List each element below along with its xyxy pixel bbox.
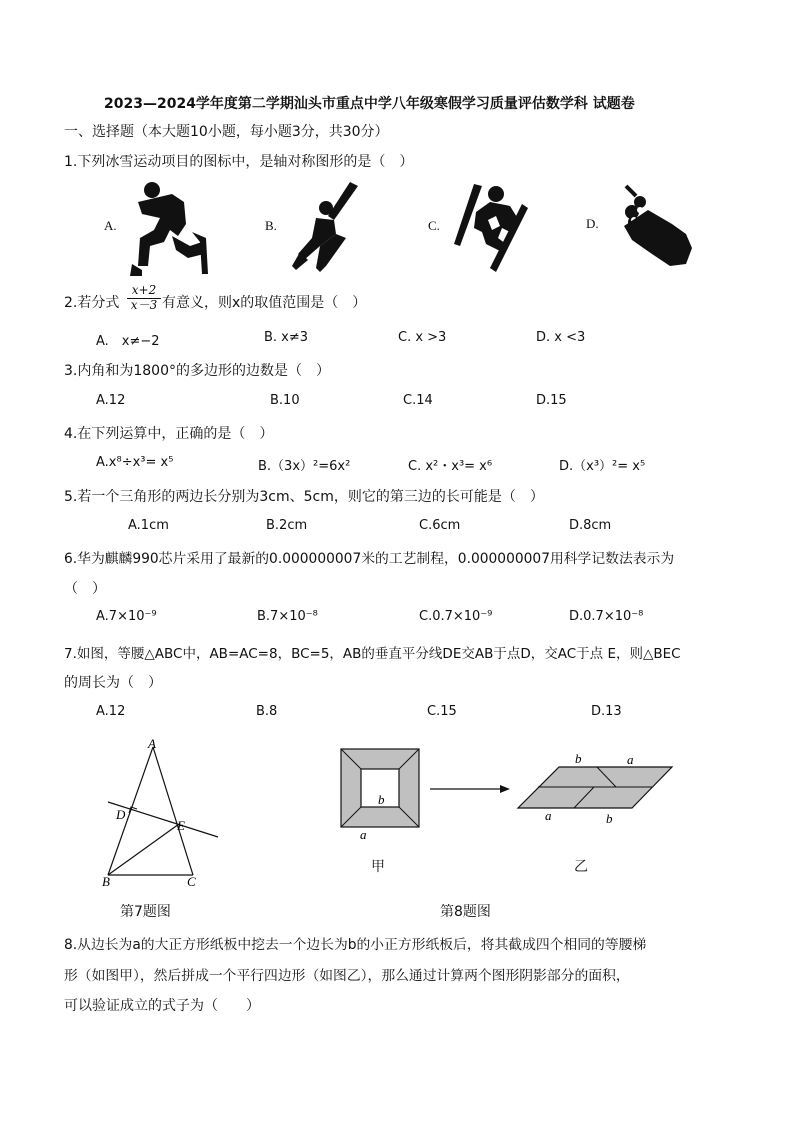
question-8-line-1: 8.从边长为a的大正方形纸板中挖去一个边长为b的小正方形纸板后，将其截成四个相同的等腰梯 [64, 937, 647, 953]
q1-option-c-label: C. [428, 218, 440, 233]
q6-option-c: C.0.7×10⁻⁹ [419, 609, 493, 624]
bobsleigh-pictogram-icon [612, 184, 694, 270]
fraction-numerator: x+2 [127, 284, 161, 299]
ski-jump-pictogram-icon [128, 180, 210, 276]
fig8-yi-label-b-bottom: b [606, 811, 613, 826]
snowboard-pictogram-icon [290, 180, 362, 274]
q2-option-a: A. x≠−2 [96, 334, 160, 349]
figure-7-triangle [96, 732, 226, 892]
q3-option-b: B.10 [270, 393, 300, 408]
q1-option-d-label: D. [586, 216, 599, 231]
fig7-label-a: A [148, 736, 156, 751]
question-8-line-2: 形（如图甲），然后拼成一个平行四边形（如图乙），那么通过计算两个图形阴影部分的面积， [64, 968, 630, 984]
fig7-label-c: C [187, 874, 196, 889]
figure-7-caption: 第7题图 [120, 904, 171, 920]
question-7-line-1: 7.如图，等腰△ABC中，AB=AC=8，BC=5，AB的垂直平分线DE交AB于点D，交AC于点 E，则△BEC [64, 646, 681, 662]
q1-option-b-label: B. [265, 218, 277, 233]
figure-8-parallelogram-yi [514, 746, 678, 830]
question-6-line-1: 6.华为麒麟990芯片采用了最新的0.000000007米的工艺制程，0.000000007用科学记数法表示为 [64, 551, 675, 567]
q4-option-d: D.（x³）²= x⁵ [559, 459, 646, 474]
fraction-denominator: x－3 [130, 298, 158, 312]
q5-option-c: C.6cm [419, 518, 461, 533]
q6-option-b: B.7×10⁻⁸ [257, 609, 318, 624]
exam-title: 2023—2024学年度第二学期汕头市重点中学八年级寒假学习质量评估数学科 试题卷 [104, 96, 635, 112]
q2-option-c: C. x >3 [398, 330, 447, 345]
q2-option-d: D. x <3 [536, 330, 586, 345]
question-3: 3.内角和为1800°的多边形的边数是（ ） [64, 363, 330, 379]
question-1: 1.下列冰雪运动项目的图标中，是轴对称图形的是（ ） [64, 154, 414, 170]
q5-option-a: A.1cm [128, 518, 169, 533]
fig7-label-b: B [102, 874, 110, 889]
right-arrow-icon [428, 782, 512, 796]
question-6-line-2: （ ） [64, 581, 106, 597]
q3-option-a: A.12 [96, 393, 126, 408]
fig7-label-d: D [116, 807, 126, 822]
q5-option-d: D.8cm [569, 518, 612, 533]
q3-option-d: D.15 [536, 393, 567, 408]
q4-option-c: C. x²・x³= x⁶ [408, 459, 493, 474]
q6-option-a: A.7×10⁻⁹ [96, 609, 157, 624]
question-4: 4.在下列运算中，正确的是（ ） [64, 426, 274, 442]
question-5: 5.若一个三角形的两边长分别为3cm、5cm，则它的第三边的长可能是（ ） [64, 489, 544, 505]
question-7-line-2: 的周长为（ ） [64, 675, 162, 691]
fig8-label-b-inner: b [378, 792, 385, 807]
figure-8-jia-label: 甲 [371, 859, 385, 875]
q6-option-d: D.0.7×10⁻⁸ [569, 609, 644, 624]
figure-8-yi-label: 乙 [574, 859, 588, 875]
q4-option-a: A.x⁸÷x³= x⁵ [96, 455, 174, 470]
fig8-yi-label-a-top: a [627, 752, 634, 767]
figure-8-caption: 第8题图 [440, 904, 491, 920]
fig7-label-e: E [177, 818, 185, 833]
q7-option-b: B.8 [256, 704, 278, 719]
q5-option-b: B.2cm [266, 518, 308, 533]
question-2-suffix: 有意义，则x的取值范围是（ ） [162, 295, 367, 311]
question-2-prefix: 2.若分式 [64, 295, 120, 311]
section-heading: 一、选择题（本大题10小题，每小题3分，共30分） [64, 124, 389, 140]
q7-option-d: D.13 [591, 704, 622, 719]
question-8-line-3: 可以验证成立的式子为（ ） [64, 998, 260, 1014]
fig8-yi-label-a-bottom: a [545, 808, 552, 823]
q7-option-c: C.15 [427, 704, 457, 719]
q3-option-c: C.14 [403, 393, 433, 408]
freestyle-ski-pictogram-icon [452, 182, 532, 274]
q7-option-a: A.12 [96, 704, 126, 719]
q2-option-b: B. x≠3 [264, 330, 309, 345]
figure-8-square-jia [338, 746, 424, 842]
q1-option-a-label: A. [104, 218, 117, 233]
q4-option-b: B.（3x）²=6x² [258, 459, 351, 474]
fraction [127, 284, 161, 312]
fig8-label-a-outer: a [360, 827, 367, 842]
fig8-yi-label-b-top: b [575, 751, 582, 766]
